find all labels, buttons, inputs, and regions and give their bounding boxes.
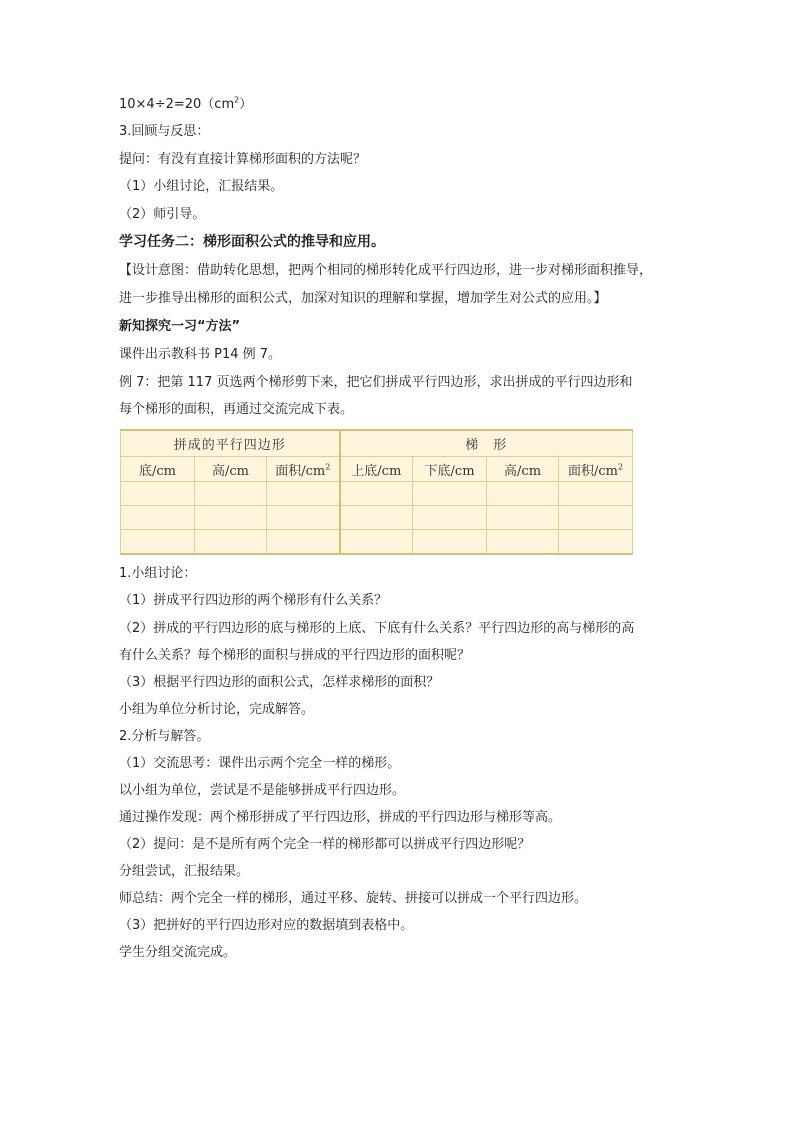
table-row: [121, 506, 633, 530]
discuss-item: （2）拼成的平行四边形的底与梯形的上底、下底有什么关系？平行四边形的高与梯形的高: [119, 621, 635, 636]
table-cell: [267, 530, 340, 555]
analysis-item: 通过操作发现：两个梯形拼成了平行四边形，拼成的平行四边形与梯形等高。: [119, 810, 562, 825]
review-heading: 3.回顾与反思：: [119, 124, 210, 139]
column-header: 面积$/cm^2$: [559, 457, 633, 482]
step-line: （2）师引导。: [119, 207, 206, 222]
table-cell: [487, 530, 559, 555]
table-cell: [195, 482, 267, 506]
table-cell: [487, 506, 559, 530]
table-cell: [267, 506, 340, 530]
column-header: 高/cm: [487, 457, 559, 482]
analysis-item: （3）把拼好的平行四边形对应的数据填到表格中。: [119, 918, 414, 933]
table-column-header-row: [121, 457, 633, 482]
table-cell: [121, 530, 195, 555]
table-row: [121, 482, 633, 506]
table-group-header-row: [121, 430, 633, 457]
task-title: 学习任务二：梯形面积公式的推导和应用。: [119, 234, 385, 250]
table-cell: [267, 482, 340, 506]
formula-line: $10\times 4\div 2=20(cm^2)$: [119, 95, 253, 112]
table-cell: [121, 482, 195, 506]
design-intent-line: 进一步推导出梯形的面积公式，加深对知识的理解和掌握，增加学生对公式的应用。】: [119, 291, 607, 306]
group-unit-line: 小组为单位分析讨论，完成解答。: [119, 702, 315, 717]
analysis-item: （1）交流思考：课件出示两个完全一样的梯形。: [119, 756, 401, 771]
analysis-heading: 2.分析与解答。: [119, 729, 210, 744]
table-cell: [340, 506, 413, 530]
column-header: 上底/cm: [340, 457, 413, 482]
analysis-item: （2）提问：是不是所有两个完全一样的梯形都可以拼成平行四边形呢？: [119, 837, 531, 852]
group-header-parallelogram: 拼成的平行四边形: [121, 430, 340, 457]
column-header: 底/cm: [121, 457, 195, 482]
table-cell: [195, 506, 267, 530]
discuss-item: 有什么关系？每个梯形的面积与拼成的平行四边形的面积呢？: [119, 648, 471, 663]
example-line: 每个梯形的面积，再通过交流完成下表。: [119, 402, 354, 417]
column-header: 高/cm: [195, 457, 267, 482]
data-table: [120, 429, 633, 555]
courseware-line: 课件出示教科书 P14 例 7。: [119, 347, 282, 362]
table-cell: [413, 482, 487, 506]
analysis-item: 以小组为单位，尝试是不是能够拼成平行四边形。: [119, 783, 406, 798]
analysis-item: 学生分组交流完成。: [119, 945, 237, 960]
table-cell: [195, 530, 267, 555]
table-cell: [487, 482, 559, 506]
column-header: 面积$/cm^2$: [267, 457, 340, 482]
table-cell: [413, 530, 487, 555]
design-intent-line: 【设计意图：借助转化思想，把两个相同的梯形转化成平行四边形，进一步对梯形面积推导，: [119, 263, 653, 278]
table-cell: [340, 530, 413, 555]
table-row: [121, 530, 633, 555]
group-header-trapezoid: 梯 形: [340, 430, 633, 457]
example-line: 例 7：把第 117 页选两个梯形剪下来，把它们拼成平行四边形，求出拼成的平行四边形和: [119, 375, 633, 390]
table-cell: [413, 506, 487, 530]
discuss-heading: 1.小组讨论：: [119, 566, 197, 581]
step-line: （1）小组讨论，汇报结果。: [119, 179, 284, 194]
column-header: 下底/cm: [413, 457, 487, 482]
table-cell: [340, 482, 413, 506]
table-cell: [121, 506, 195, 530]
table-cell: [559, 530, 633, 555]
table-cell: [559, 482, 633, 506]
discuss-item: （1）拼成平行四边形的两个梯形有什么关系？: [119, 593, 388, 608]
section-heading: 新知探究一习“方法”: [119, 319, 241, 334]
table-cell: [559, 506, 633, 530]
question-line: 提问：有没有直接计算梯形面积的方法呢？: [119, 152, 367, 167]
analysis-item: 分组尝试，汇报结果。: [119, 864, 250, 879]
discuss-item: （3）根据平行四边形的面积公式，怎样求梯形的面积？: [119, 675, 440, 690]
analysis-item: 师总结：两个完全一样的梯形，通过平移、旋转、拼接可以拼成一个平行四边形。: [119, 891, 588, 906]
